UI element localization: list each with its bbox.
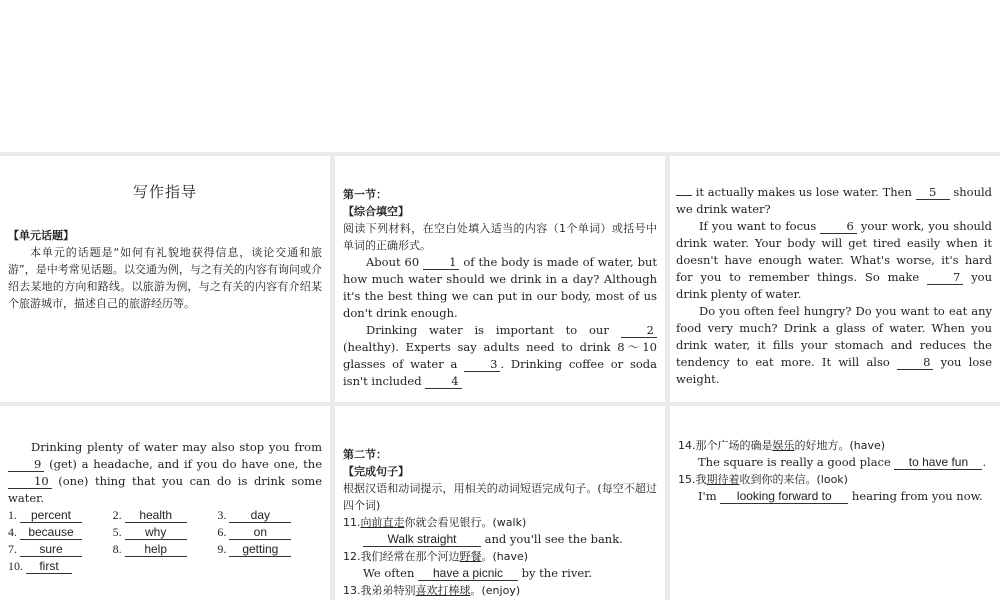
underlined-phrase: 期待着 <box>706 473 740 486</box>
cloze-paragraph <box>343 322 657 390</box>
blank-7: 7 <box>927 271 963 285</box>
completion-label: 【完成句子】 <box>343 465 409 478</box>
text: (healthy). Experts say adults need to drink 8～10 glasses of water a <box>343 340 657 371</box>
answer-number: 4. <box>8 525 17 539</box>
underlined-phrase: 喜欢打棒球 <box>415 584 471 597</box>
blank-3: 3 <box>464 358 500 372</box>
writing-guide-panel <box>0 156 330 402</box>
answer-text: on <box>229 526 291 540</box>
blank-4-cont <box>676 195 692 196</box>
text: 那个广场的确是 <box>695 439 773 452</box>
blank-5: 5 <box>916 186 950 200</box>
underlined-phrase: 娱乐 <box>772 439 795 452</box>
answer-text: Walk straight <box>363 533 481 547</box>
answer-number: 10. <box>8 559 23 573</box>
answer-text: because <box>20 526 82 540</box>
question-number: 15. <box>678 473 696 486</box>
answer-item <box>8 541 113 558</box>
sentence-completion-panel-2 <box>670 406 1000 600</box>
answer-text: first <box>26 560 72 574</box>
answer-line-15 <box>678 488 992 505</box>
text: About 60 <box>366 255 420 269</box>
answer-number: 8. <box>112 542 122 556</box>
answer-item <box>113 524 218 541</box>
completion-instruction: 根据汉语和动词提示，用相关的动词短语完成句子。(每空不超过四个词) <box>343 482 657 512</box>
text: 我弟弟特别 <box>360 584 416 597</box>
text: . <box>982 455 987 469</box>
question-14 <box>678 437 992 454</box>
blank-6: 6 <box>820 220 856 234</box>
answer-number: 1. <box>8 508 17 522</box>
answer-item <box>8 524 113 541</box>
topic-label: 【单元话题】 <box>8 229 74 242</box>
question-number: 14. <box>678 439 696 452</box>
answer-text: sure <box>20 543 82 557</box>
cloze-label: 【综合填空】 <box>343 205 409 218</box>
answer-row <box>8 524 322 541</box>
answer-text: to have fun <box>894 456 982 470</box>
question-number: 12. <box>343 550 361 563</box>
text: I'm <box>698 489 717 503</box>
answer-text: day <box>229 509 291 523</box>
top-blank-area <box>0 0 1000 152</box>
cloze-instruction: 阅读下列材料，在空白处填入适当的内容（1个单词）或括号中单词的正确形式。 <box>343 222 657 252</box>
cloze-panel-part2 <box>670 156 1000 402</box>
blank-4: 4 <box>425 375 461 389</box>
answer-number: 9. <box>217 542 227 556</box>
text: and you'll see the bank. <box>484 532 623 546</box>
cloze-paragraph <box>8 439 322 507</box>
blank-1: 1 <box>423 256 459 270</box>
answer-item <box>113 507 218 524</box>
text: If you want to focus <box>699 219 817 233</box>
text: We often <box>363 566 415 580</box>
underlined-phrase: 野餐 <box>459 550 482 563</box>
answer-line-12 <box>343 565 657 582</box>
question-12 <box>343 548 657 565</box>
answer-key <box>8 507 322 575</box>
answer-row <box>8 507 322 524</box>
text: Drinking plenty of water may also stop you from <box>31 440 322 454</box>
text: of the body is made of water, but how much water should we drink in a day? Although it's the best thing we can put in our body, most of us don't drink enough. <box>343 255 657 320</box>
answer-number: 7. <box>8 542 17 556</box>
text: hearing from you now. <box>851 489 983 503</box>
answer-line-11 <box>343 531 657 548</box>
question-number: 13. <box>343 584 361 597</box>
answer-text: getting <box>229 543 291 557</box>
underlined-phrase: 向前直走 <box>360 516 405 529</box>
text: Do you often feel hungry? Do you want to eat any food very much? Drink a glass of water. When you drink water, it fills your stomach and reduces the tendency to eat more. It will also <box>676 304 992 369</box>
text: (get) a headache, and if you do have one, the <box>49 457 322 471</box>
question-number: 11. <box>343 516 361 529</box>
cloze-paragraph <box>343 254 657 322</box>
text: (one) thing that you can do is drink some water. <box>8 474 322 505</box>
blank-9: 9 <box>8 458 44 472</box>
text: Drinking water is important to our <box>366 323 609 337</box>
cloze-paragraph <box>676 303 992 388</box>
blank-8: 8 <box>897 356 933 370</box>
text: by the river. <box>521 566 593 580</box>
answer-item <box>8 507 113 524</box>
answer-number: 3. <box>217 508 227 522</box>
cloze-panel-part1 <box>335 156 665 402</box>
answer-number: 5. <box>112 525 122 539</box>
question-15 <box>678 471 992 488</box>
section-heading: 第一节： <box>343 188 387 201</box>
answer-row <box>8 541 322 558</box>
text: it actually makes us lose water. Then <box>695 185 912 199</box>
answer-text: have a picnic <box>418 567 518 581</box>
text: your work, you should drink water. Your body will get tired easily when it doesn't have enough water. What's worse, it's hard for you to remember things. So make <box>676 219 992 284</box>
text: 的好地方。(have) <box>794 439 886 452</box>
text: you lose weight. <box>676 355 993 386</box>
cloze-paragraph <box>676 218 992 303</box>
text: 我们经常在那个河边 <box>360 550 460 563</box>
answer-number: 6. <box>217 525 227 539</box>
cloze-panel-part3 <box>0 406 330 600</box>
text: The square is really a good place <box>698 455 891 469</box>
section-heading: 第二节： <box>343 448 387 461</box>
text: 收到你的来信。(look) <box>739 473 848 486</box>
cloze-paragraph <box>676 184 992 218</box>
blank-10: 10 <box>8 475 52 489</box>
answer-text: percent <box>20 509 82 523</box>
answer-item <box>217 541 322 558</box>
text: 。(have) <box>481 550 529 563</box>
page-title: 写作指导 <box>132 183 197 201</box>
answer-item <box>217 524 322 541</box>
answer-line-14 <box>678 454 992 471</box>
answer-number: 2. <box>112 508 122 522</box>
sentence-completion-panel <box>335 406 665 600</box>
answer-item <box>217 507 322 524</box>
text: 你就会看见银行。(walk) <box>404 516 527 529</box>
topic-text: 本单元的话题是“如何有礼貌地获得信息，谈论交通和旅游”，是中考常见话题。以交通为例，与之有关的内容有询问或介绍去某地的方向和路线。以旅游为例，与之有关的内容有介绍某个旅游城市，描述自己的旅游经历等。 <box>8 246 322 310</box>
text: 。(enjoy) <box>470 584 521 597</box>
answer-text: why <box>125 526 187 540</box>
text: you drink plenty of water. <box>676 270 993 301</box>
text: 我 <box>695 473 707 486</box>
text: should we drink water? <box>676 185 993 216</box>
question-13 <box>343 582 657 599</box>
answer-text: health <box>125 509 187 523</box>
answer-text: help <box>125 543 187 557</box>
question-11 <box>343 514 657 531</box>
text: . Drinking coffee or soda isn't included <box>343 357 657 388</box>
answer-item <box>8 558 116 575</box>
answer-text: looking forward to <box>720 490 848 504</box>
blank-2: 2 <box>621 324 657 338</box>
answer-row <box>8 558 322 575</box>
answer-item <box>113 541 218 558</box>
